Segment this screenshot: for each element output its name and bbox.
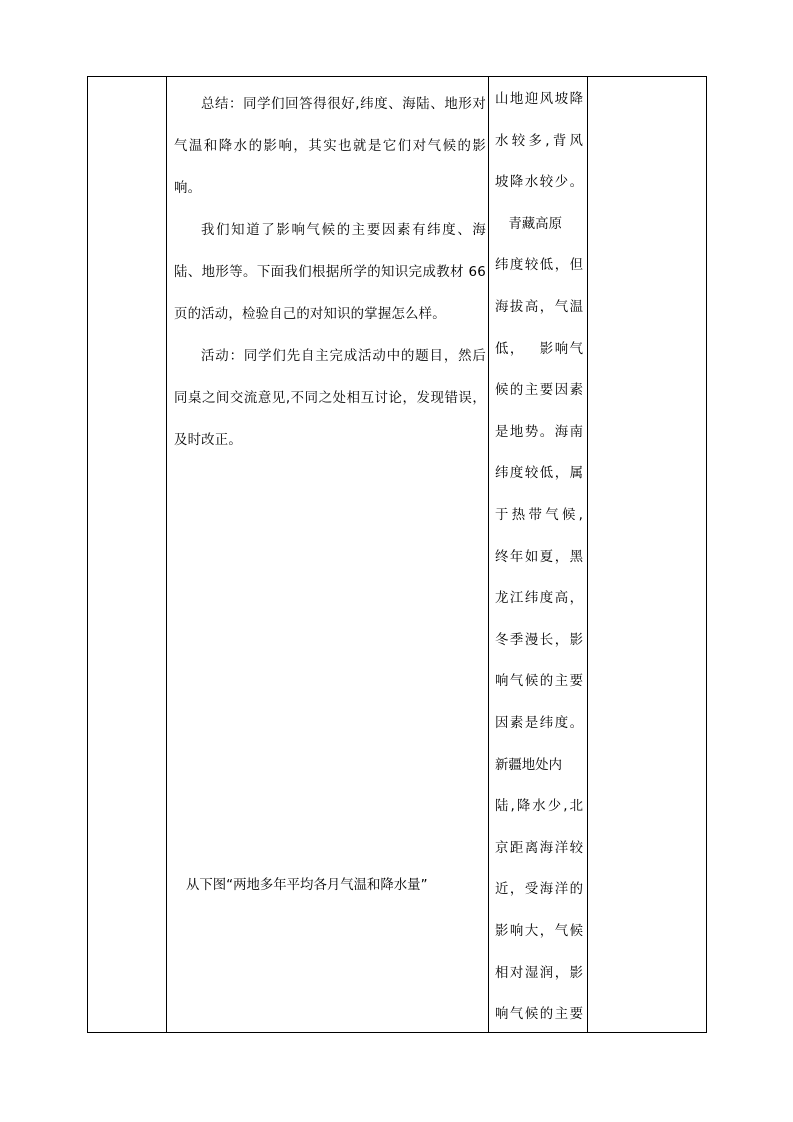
answer-line: 纬 度 较 低 ， 属 xyxy=(495,466,583,482)
table-cell-column-4 xyxy=(588,77,706,1032)
answer-line: 近 ， 受 海 洋 的 xyxy=(495,882,583,898)
figure-caption: 从下图“两地多年平均各月气温和降水量” xyxy=(186,878,428,893)
answer-line: 终 年 如 夏 ， 黑 xyxy=(495,549,583,565)
answer-line: 新 疆 地 处 内 xyxy=(495,757,562,773)
answer-line: 相 对 湿 润 ， 影 xyxy=(495,965,583,981)
answer-line: 于 热 带 气 候 , xyxy=(495,508,583,523)
activity-paragraph: 活动：同学们先自主完成活动中的题目，然后同桌之间交流意见,不同之处相互讨论，发现错误，及时改正。 xyxy=(174,349,486,448)
answer-line: 响 气 候 的 主 要 xyxy=(495,674,583,690)
table-divider-2 xyxy=(488,76,489,1033)
answer-line: 海 拔 高 ， 气 温 xyxy=(495,300,583,315)
answer-line: 是 地 势 。 海 南 xyxy=(495,424,583,440)
table-divider-1 xyxy=(166,76,167,1033)
answer-line: 坡 降 水 较 少 。 xyxy=(495,175,583,191)
answer-line: 京 距 离 海 洋 较 xyxy=(495,840,583,856)
table-right-border xyxy=(706,76,707,1033)
answer-line: 陆 , 降 水 少 , 北 xyxy=(495,799,583,815)
answer-line: 候 的 主 要 因 素 xyxy=(495,383,583,399)
teaching-content-cell xyxy=(174,84,486,462)
answer-line: 山 地 迎 风 坡 降 xyxy=(495,92,583,107)
summary-paragraph: 总结：同学们回答得很好,纬度、海陆、地形对气温和降水的影响，其实也就是它们对气候的影响。 xyxy=(174,97,486,196)
answer-line: 水 较 多 , 背 风 xyxy=(495,133,583,149)
answer-line: 龙 江 纬 度 高 ， xyxy=(495,591,583,607)
table-cell-column-1 xyxy=(88,77,166,1032)
factors-paragraph: 我们知道了影响气候的主要因素有纬度、海陆、地形等。下面我们根据所学的知识完成教材 66页的活动，检验自己的对知识的掌握怎么样。 xyxy=(174,223,486,322)
answer-line: 纬 度 较 低 ， 但 xyxy=(495,258,583,274)
answer-line: 响 气 候 的 主 要 xyxy=(495,1007,583,1023)
answer-line: 低 ， 影 响 气 xyxy=(495,341,583,357)
answer-line: 青 藏 高 原 xyxy=(508,216,562,232)
answer-line: 影 响 大 ， 气 候 xyxy=(495,924,583,939)
table-bottom-border xyxy=(87,1032,707,1033)
answer-line: 因 素 是 纬 度 。 xyxy=(495,716,583,731)
answer-line: 冬 季 漫 长 ， 影 xyxy=(495,632,583,648)
